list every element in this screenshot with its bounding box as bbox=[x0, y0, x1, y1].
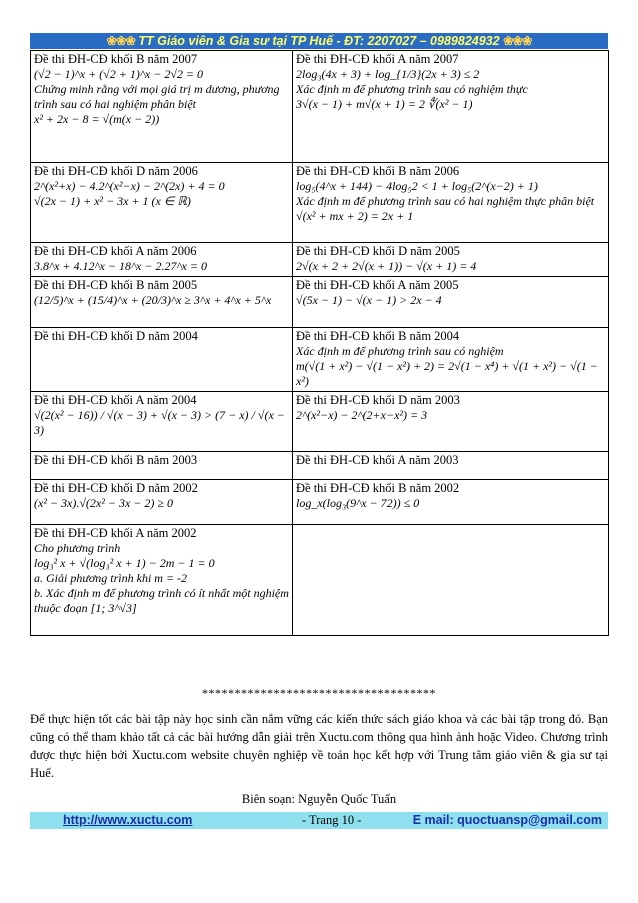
exam-cell-left bbox=[31, 328, 293, 392]
exam-cell-left bbox=[31, 480, 293, 525]
header-text: TT Giáo viên & Gia sư tại TP Huế - ĐT: 2207027 – 0989824932 bbox=[138, 34, 500, 48]
exam-title: Đề thi ĐH-CĐ khối D năm 2005 bbox=[296, 244, 460, 258]
exam-cell-right bbox=[293, 277, 609, 328]
exam-formula-line: log₅(4^x + 144) − 4log₅2 < 1 + log₅(2^(x−2) + 1) bbox=[296, 179, 538, 193]
exam-row bbox=[31, 163, 609, 243]
exam-row bbox=[31, 452, 609, 480]
exam-table-body bbox=[31, 51, 609, 636]
exam-row bbox=[31, 277, 609, 328]
exam-cell-right bbox=[293, 525, 609, 636]
exam-cell-right bbox=[293, 452, 609, 480]
exam-formula-line: log_x(log₃(9^x − 72)) ≤ 0 bbox=[296, 496, 420, 510]
exam-title: Đề thi ĐH-CĐ khối A năm 2006 bbox=[34, 244, 197, 258]
page-footer bbox=[30, 812, 608, 829]
exam-title: Đề thi ĐH-CĐ khối B năm 2003 bbox=[34, 453, 198, 467]
exam-formula-line: Chứng minh rằng với mọi giá trị m dương, phương trình sau có hai nghiệm phân biệt bbox=[34, 82, 280, 111]
exam-title: Đề thi ĐH-CĐ khối D năm 2003 bbox=[296, 393, 460, 407]
exam-row bbox=[31, 51, 609, 163]
exam-cell-left bbox=[31, 243, 293, 277]
exam-title: Đề thi ĐH-CĐ khối D năm 2006 bbox=[34, 164, 198, 178]
exam-formula-line: b. Xác định m để phương trình có ít nhất một nghiệm thuộc đoạn [1; 3^√3] bbox=[34, 586, 289, 615]
exam-cell-left bbox=[31, 525, 293, 636]
exam-table bbox=[30, 50, 609, 636]
exam-formula-line: x² + 2x − 8 = √(m(x − 2)) bbox=[34, 112, 160, 126]
exam-cell-right bbox=[293, 163, 609, 243]
exam-formula-line: Xác định m để phương trình sau có hai nghiệm thực phân biệt bbox=[296, 194, 595, 208]
exam-formula-line: Xác định m để phương trình sau có nghiệm bbox=[296, 344, 504, 358]
exam-formula-line: √(x² + mx + 2) = 2x + 1 bbox=[296, 209, 414, 223]
exam-formula-line: √(5x − 1) − √(x − 1) > 2x − 4 bbox=[296, 293, 442, 307]
exam-formula-line: √(2x − 1) + x² − 3x + 1 (x ∈ ℝ) bbox=[34, 194, 191, 208]
exam-formula-line: 3.8^x + 4.12^x − 18^x − 2.27^x = 0 bbox=[34, 259, 207, 273]
exam-formula-line: 2^(x²+x) − 4.2^(x²−x) − 2^(2x) + 4 = 0 bbox=[34, 179, 225, 193]
exam-formula-line: (√2 − 1)^x + (√2 + 1)^x − 2√2 = 0 bbox=[34, 67, 204, 81]
exam-cell-left bbox=[31, 277, 293, 328]
exam-formula-line: (12/5)^x + (15/4)^x + (20/3)^x ≥ 3^x + 4^x + 5^x bbox=[34, 293, 272, 307]
exam-title: Đề thi ĐH-CĐ khối B năm 2005 bbox=[34, 278, 198, 292]
exam-formula-line: 2^(x²−x) − 2^(2+x−x²) = 3 bbox=[296, 408, 428, 422]
author-line: Biên soạn: Nguyễn Quốc Tuấn bbox=[241, 792, 397, 806]
exam-title: Đề thi ĐH-CĐ khối B năm 2004 bbox=[296, 329, 460, 343]
exam-title: Đề thi ĐH-CĐ khối D năm 2004 bbox=[34, 329, 198, 343]
exam-formula-line: 2√(x + 2 + 2√(x + 1)) − √(x + 1) = 4 bbox=[296, 259, 477, 273]
exam-formula-line: m(√(1 + x²) − √(1 − x²) + 2) = 2√(1 − x⁴) + √(1 + x²) − √(1 − x²) bbox=[296, 359, 598, 388]
flower-ornament-right: ❀❀❀ bbox=[503, 34, 532, 48]
flower-ornament-left: ❀❀❀ bbox=[106, 34, 135, 48]
exam-title: Đề thi ĐH-CĐ khối A năm 2007 bbox=[296, 52, 459, 66]
website-link[interactable]: http://www.xuctu.com bbox=[63, 813, 193, 827]
exam-cell-left bbox=[31, 163, 293, 243]
exam-cell-right bbox=[293, 51, 609, 163]
exam-cell-right bbox=[293, 243, 609, 277]
exam-row bbox=[31, 243, 609, 277]
exam-title: Đề thi ĐH-CĐ khối D năm 2002 bbox=[34, 481, 198, 495]
exam-cell-right bbox=[293, 480, 609, 525]
exam-title: Đề thi ĐH-CĐ khối B năm 2007 bbox=[34, 52, 198, 66]
exam-row bbox=[31, 328, 609, 392]
exam-title: Đề thi ĐH-CĐ khối B năm 2002 bbox=[296, 481, 460, 495]
email-contact: E mail: quoctuansp@gmail.com bbox=[412, 813, 602, 827]
exam-title: Đề thi ĐH-CĐ khối A năm 2002 bbox=[34, 526, 197, 540]
exam-title: Đề thi ĐH-CĐ khối A năm 2005 bbox=[296, 278, 459, 292]
exam-formula-line: 3√(x − 1) + m√(x + 1) = 2 ∜(x² − 1) bbox=[296, 97, 473, 111]
exam-formula-line: Xác định m để phương trình sau có nghiệm thực bbox=[296, 82, 528, 96]
exam-cell-left bbox=[31, 51, 293, 163]
exam-formula-line: 2log₃(4x + 3) + log_{1/3}(2x + 3) ≤ 2 bbox=[296, 67, 480, 81]
exam-formula-line: a. Giải phương trình khi m = -2 bbox=[34, 571, 188, 585]
exam-formula-line: √(2(x² − 16)) / √(x − 3) + √(x − 3) > (7 − x) / √(x − 3) bbox=[34, 408, 285, 437]
exam-cell-left bbox=[31, 452, 293, 480]
exam-cell-left bbox=[31, 392, 293, 452]
page-header-banner bbox=[30, 33, 608, 49]
exam-cell-right bbox=[293, 392, 609, 452]
exam-row bbox=[31, 480, 609, 525]
separator: ************************************ bbox=[202, 687, 436, 699]
exam-cell-right bbox=[293, 328, 609, 392]
intro-paragraph: Để thực hiện tốt các bài tập này học sinh cần nắm vững các kiến thức sách giáo khoa và các bài tập trong đó. Bạn cũng có thể tham khảo tất cả các bài hướng dẫn giải trên Xuctu.com thông qua hình ảnh hoặc Video. Chương trình được thực hiện bởi Xuctu.com website chuyên nghiệp về toán học kết hợp với Trung tâm giáo viên & gia sư tại Huế. bbox=[30, 712, 608, 780]
page-number: - Trang 10 - bbox=[302, 813, 362, 827]
exam-title: Đề thi ĐH-CĐ khối A năm 2004 bbox=[34, 393, 197, 407]
exam-title: Đề thi ĐH-CĐ khối B năm 2006 bbox=[296, 164, 460, 178]
exam-row bbox=[31, 525, 609, 636]
exam-title: Đề thi ĐH-CĐ khối A năm 2003 bbox=[296, 453, 459, 467]
exam-row bbox=[31, 392, 609, 452]
exam-formula-line: log₃² x + √(log₃² x + 1) − 2m − 1 = 0 bbox=[34, 556, 215, 570]
exam-formula-line: Cho phương trình bbox=[34, 541, 121, 555]
exam-formula-line: (x² − 3x).√(2x² − 3x − 2) ≥ 0 bbox=[34, 496, 173, 510]
